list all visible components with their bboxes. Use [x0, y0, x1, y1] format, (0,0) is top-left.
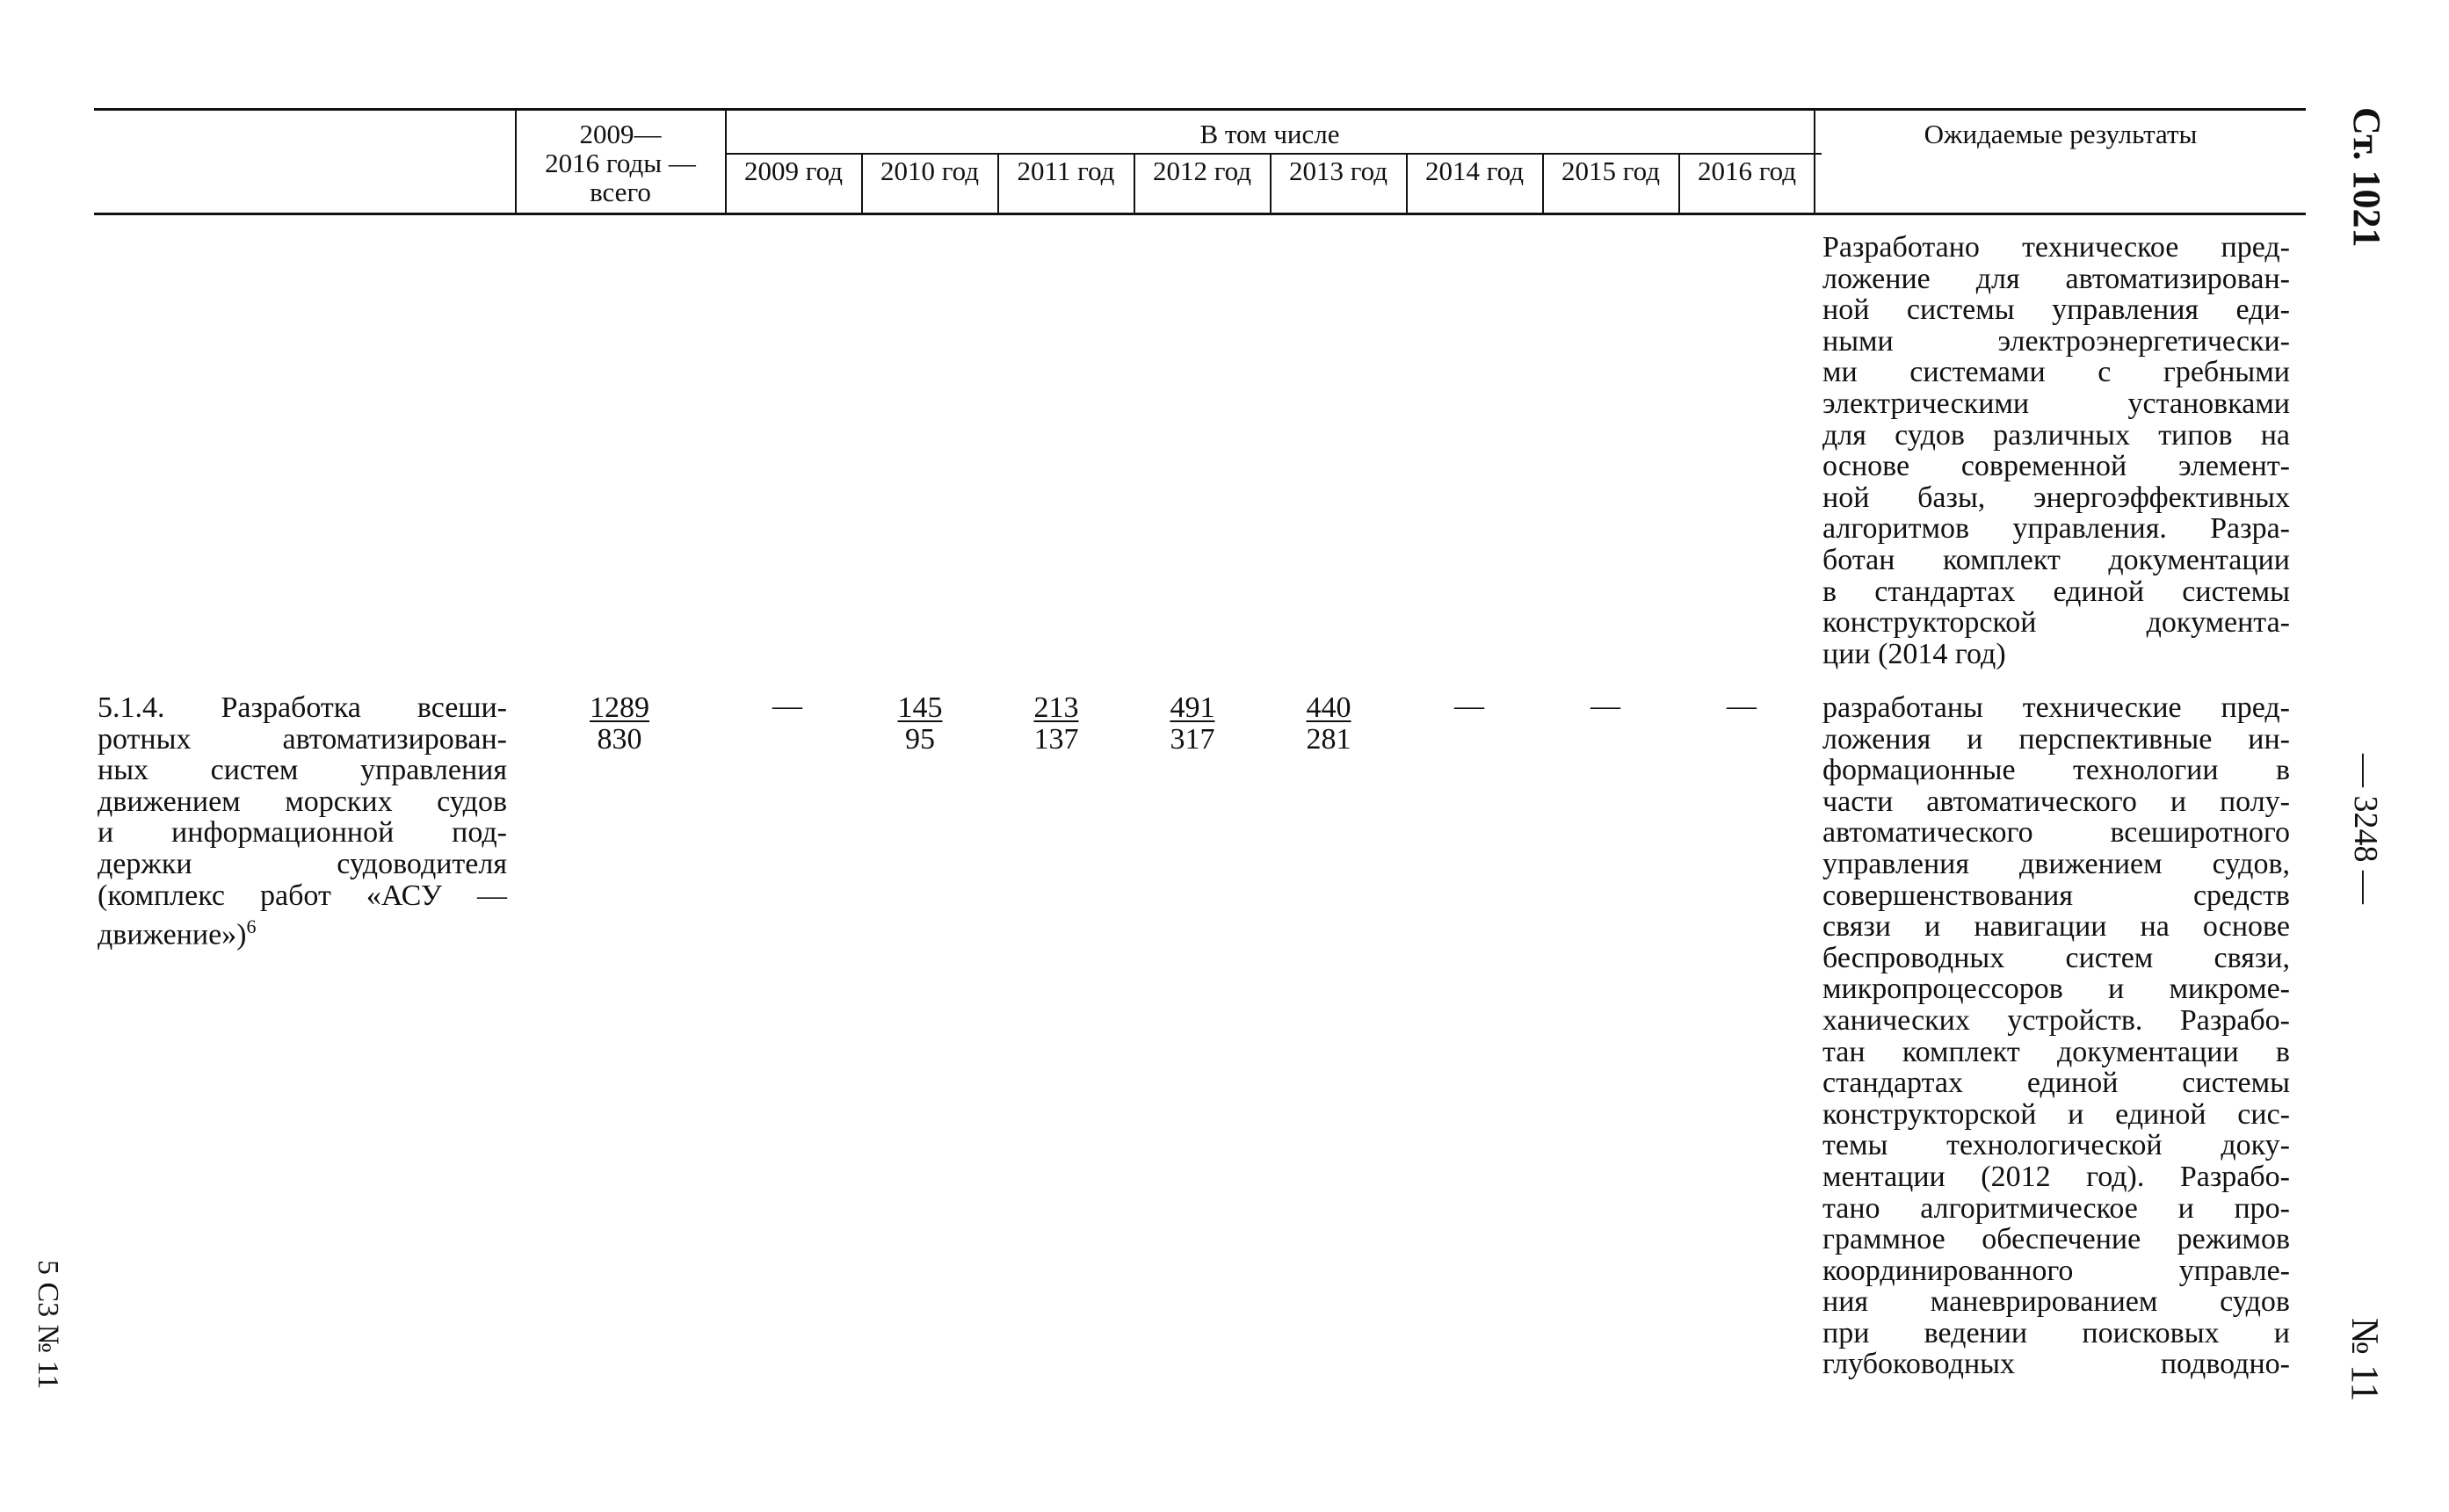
text-line	[98, 911, 507, 951]
text-line: для судов различных типов на	[1822, 418, 2290, 452]
continued-result-text	[1822, 232, 2290, 669]
text-line: ных систем управления	[98, 754, 507, 787]
text-line: разработаны технические пред-	[1822, 691, 2290, 724]
year-2011-value	[1012, 692, 1100, 756]
text-line: микропроцессоров и микроме-	[1822, 973, 2290, 1006]
header-total-line: 2016 годы —	[545, 148, 696, 178]
text-line: координированного управле-	[1822, 1254, 2290, 1287]
text-line: ной системы управления еди-	[1822, 293, 2290, 327]
text-line: Разработано техническое пред-	[1822, 231, 2290, 264]
text-line: ния маневрированием судов	[1822, 1285, 2290, 1319]
table-top-rule	[94, 108, 2306, 111]
header-total-line: всего	[590, 177, 651, 207]
text-line: держки судоводителя	[98, 847, 507, 880]
page-number: — 3248 —	[2347, 754, 2384, 904]
text-line: тан комплект документации в	[1822, 1035, 2290, 1068]
text-line: ными электроэнергетически-	[1822, 324, 2290, 358]
year-2010-value	[876, 692, 964, 756]
header-year-2009: 2009 год	[743, 156, 844, 186]
text-line: граммное обеспечение режимов	[1822, 1223, 2290, 1256]
text-line: ции (2014 год)	[1822, 637, 2006, 670]
text-line: конструкторской документа-	[1822, 606, 2290, 640]
text-line: автоматического всеширотного	[1822, 816, 2290, 850]
value-numerator: 491	[1170, 691, 1215, 724]
header-year-2010: 2010 год	[880, 156, 980, 186]
text-line: тано алгоритмическое и про-	[1822, 1191, 2290, 1225]
year-2014-value: —	[1454, 690, 1484, 722]
header-year-2014: 2014 год	[1424, 156, 1525, 186]
issue-number: № 11	[2344, 1318, 2387, 1402]
footnote-marker: 6	[246, 915, 257, 938]
table-header-bottom-rule	[94, 213, 2306, 215]
year-2012-value	[1148, 692, 1236, 756]
header-year-2012: 2012 год	[1152, 156, 1252, 186]
text-line: ложения и перспективные ин-	[1822, 722, 2290, 756]
text-line: темы технологической доку-	[1822, 1129, 2290, 1162]
text-line: ложение для автоматизирован-	[1822, 262, 2290, 295]
header-expected-results: Ожидаемые результаты	[1924, 119, 2198, 149]
row-name	[98, 692, 507, 951]
value-denominator: 137	[1033, 723, 1079, 756]
value-denominator: 317	[1170, 723, 1215, 756]
header-year-2016: 2016 год	[1697, 156, 1797, 186]
year-2009-value: —	[772, 690, 802, 722]
text-line: в стандартах единой системы	[1822, 575, 2290, 608]
value-numerator: 145	[897, 691, 943, 724]
text-line: при ведении поисковых и	[1822, 1316, 2290, 1349]
text-line: конструкторской и единой сис-	[1822, 1097, 2290, 1131]
text-line: связи и навигации на основе	[1822, 910, 2290, 944]
text-line: (комплекс работ «АСУ —	[98, 879, 507, 912]
text-line: ротных автоматизирован-	[98, 722, 507, 756]
year-2016-value: —	[1727, 690, 1757, 722]
header-total-years	[516, 119, 725, 206]
text-line: ментации (2012 год). Разрабо-	[1822, 1160, 2290, 1193]
text-line: основе современной элемент-	[1822, 450, 2290, 483]
header-total-line: 2009—	[579, 119, 662, 149]
page-ref: Ст. 1021	[2345, 107, 2388, 248]
text-line: ханических устройств. Разрабо-	[1822, 1003, 2290, 1037]
value-denominator: 281	[1306, 723, 1351, 756]
text-line: 5.1.4. Разработка всеши-	[98, 691, 507, 724]
value-numerator: 213	[1033, 691, 1079, 724]
text-line: движением морских судов	[98, 785, 507, 818]
text-line: алгоритмов управления. Разра-	[1822, 512, 2290, 546]
year-subheader-rule	[725, 153, 1822, 155]
text-line: ботан комплект документации	[1822, 543, 2290, 576]
footer-mark: 5 С3 № 11	[32, 1260, 64, 1390]
text-line: ми системами с гребными	[1822, 356, 2290, 389]
text-line: управления движением судов,	[1822, 847, 2290, 880]
value-denominator: 830	[597, 723, 642, 756]
total-value	[576, 692, 663, 756]
value-numerator: 1289	[590, 691, 649, 724]
text-line: стандартах единой системы	[1822, 1067, 2290, 1100]
header-year-2013: 2013 год	[1288, 156, 1388, 186]
text-fragment: движение»)	[98, 918, 247, 951]
text-line: электрическими установками	[1822, 387, 2290, 420]
value-denominator: 95	[905, 723, 935, 756]
row-result-text	[1822, 692, 2290, 1380]
text-line: части автоматического и полу-	[1822, 785, 2290, 818]
header-year-2015: 2015 год	[1561, 156, 1661, 186]
text-line: глубоководных подводно-	[1822, 1348, 2290, 1381]
text-line: совершенствования средств	[1822, 879, 2290, 912]
text-line: и информационной под-	[98, 816, 507, 850]
year-2013-value	[1285, 692, 1373, 756]
header-year-2011: 2011 год	[1017, 156, 1115, 186]
text-line: ной базы, энергоэффективных	[1822, 481, 2290, 514]
text-line: формационные технологии в	[1822, 754, 2290, 787]
year-2015-value: —	[1590, 690, 1620, 722]
text-line: беспроводных систем связи,	[1822, 941, 2290, 974]
value-numerator: 440	[1306, 691, 1351, 724]
header-including: В том числе	[1199, 119, 1340, 149]
